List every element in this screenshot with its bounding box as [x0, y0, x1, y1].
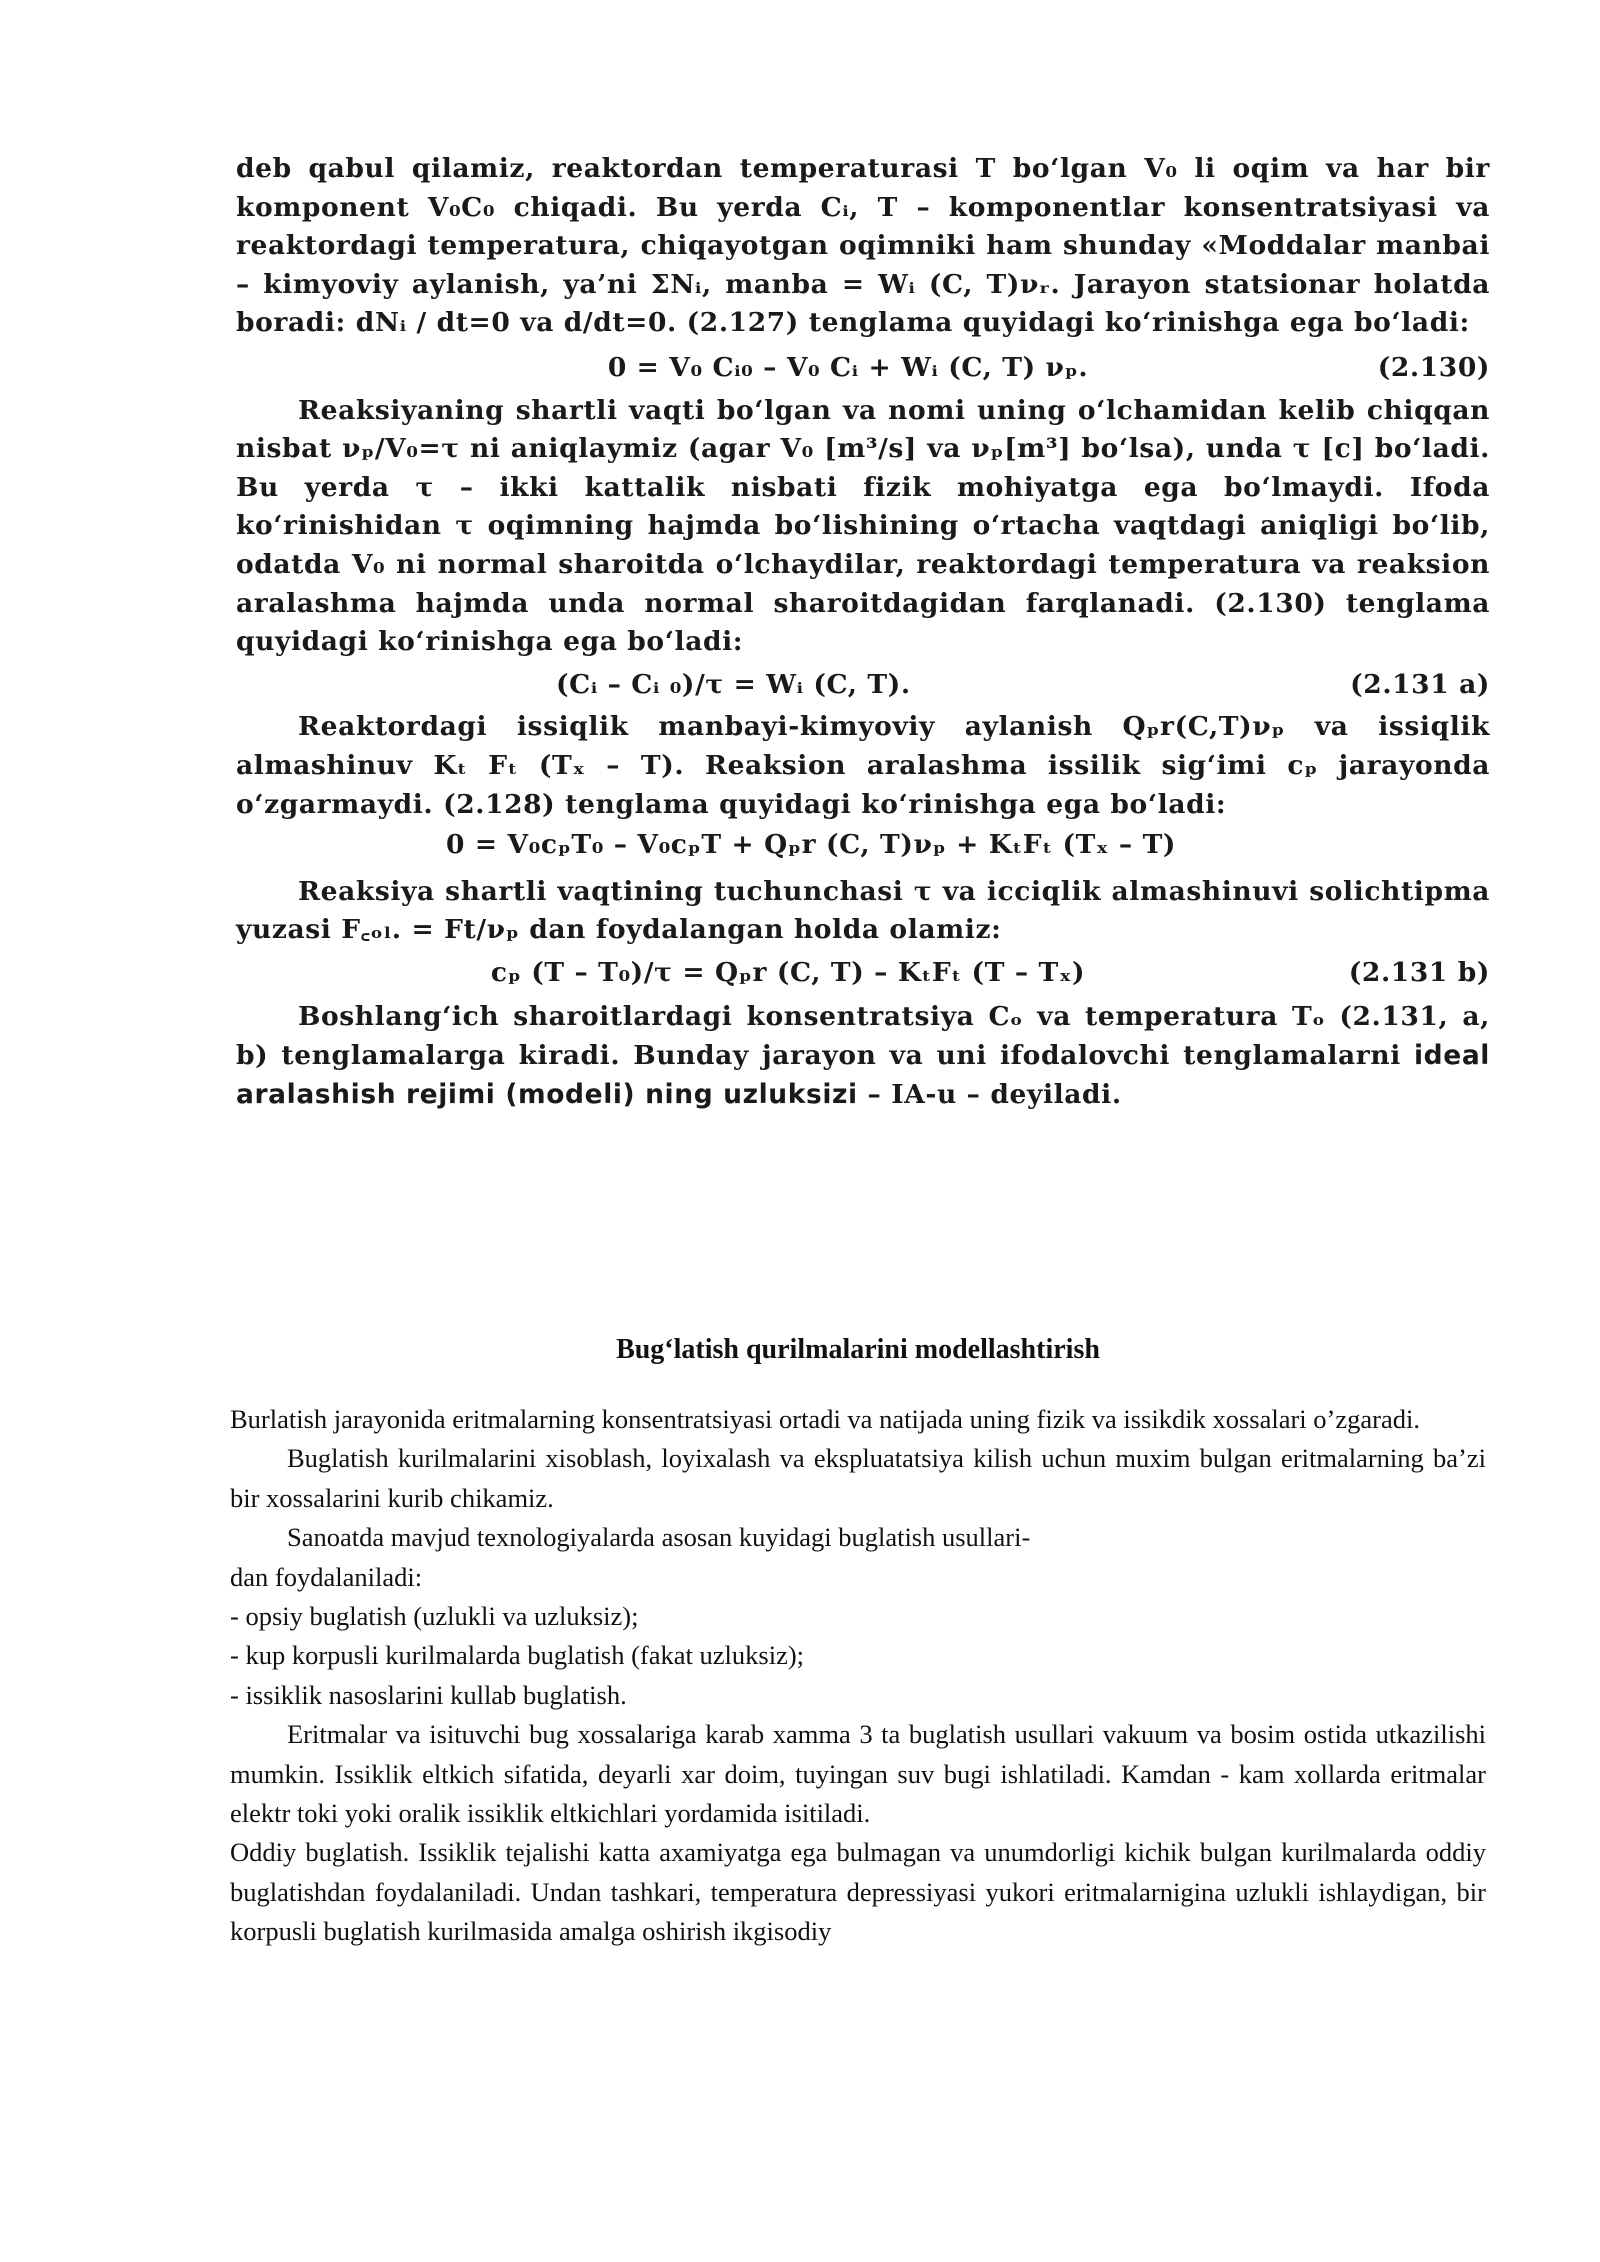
paragraph: dan foydalaniladi:	[230, 1561, 423, 1592]
equation-formula: 0 = V₀cₚT₀ – V₀cₚT + Qₚr (C, T)νₚ + KₜFₜ (Tₓ – T)	[446, 829, 1177, 861]
scanned-textbook-excerpt	[236, 150, 1490, 1114]
emphasized-term: ideal aralashish rejimi (modeli) ning uzluksizi	[236, 1040, 1490, 1110]
equation-number: (2.130)	[1377, 351, 1490, 383]
paragraph: Eritmalar va isituvchi bug xossalariga karab xamma 3 ta buglatish usullari vakuum va bosim ostida utkazilishi mumkin. Issiklik eltkich sifatida, deyarli xar doim, tuyingan suv bugi ishlatiladi. Kamdan - kam xollarda eritmalar elektr toki yoki oralik issiklik eltkichlari yordamida isitiladi.	[230, 1719, 1486, 1829]
scan-text: Boshlang‘ich sharoitlardagi konsentratsiya Cₒ va temperatura Tₒ (2.131, a, b) tenglamalarga kiradi. Bunday jarayon va uni ifodalovchi tenglamalarni	[236, 1001, 1490, 1072]
scan-paragraph: Reaktordagi issiqlik manbayi-kimyoviy aylanish Qₚr(C,T)νₚ va issiqlik almashinuv Kₜ Fₜ (Tₓ – T). Reaksion aralashma issilik sig‘imi cₚ jarayonda o‘zgarmaydi. (2.128) tenglama quyidagi ko‘rinishga ega bo‘ladi:	[236, 711, 1490, 820]
equation-2-131b	[236, 954, 1490, 993]
equation-2-128-form	[236, 826, 1490, 865]
scan-paragraph: Reaksiyaning shartli vaqti bo‘lgan va nomi uning o‘lchamidan kelib chiqqan nisbat νₚ/V₀=τ ni aniqlaymiz (agar V₀ [m³/s] va νₚ[m³] bo‘lsa), unda τ [c] bo‘ladi. Bu yerda τ – ikki kattalik nisbati fizik mohiyatga ega bo‘lmaydi. Ifoda ko‘rinishidan τ oqimning hajmda bo‘lishining o‘rtacha vaqtdagi aniqligi bo‘lib, odatda V₀ ni normal sharoitda o‘lchaydilar, reaktordagi temperatura va reaksion aralashma hajmda unda normal sharoitdagidan farqlanadi. (2.130) tenglama quyidagi ko‘rinishga ega bo‘ladi:	[236, 394, 1490, 658]
equation-formula: cₚ (T – T₀)/τ = Qₚr (C, T) – KₜFₜ (T – Tₓ)	[490, 956, 1086, 988]
equation-formula: 0 = V₀ Cᵢ₀ – V₀ Cᵢ + Wᵢ (C, T) νₚ.	[607, 351, 1089, 383]
equation-formula: (Cᵢ – Cᵢ ₀)/τ = Wᵢ (C, T).	[556, 668, 911, 700]
paragraph: Oddiy buglatish. Issiklik tejalishi katta axamiyatga ega bulmagan va unumdorligi kichik bulgan kurilmalarda oddiy buglatishdan foydalaniladi. Undan tashkari, temperatura depressiyasi yukori eritmalarnigina uzlukli ishlaydigan, bir korpusli buglatish kurilmasida amalga oshirish ikgisodiy	[230, 1837, 1486, 1947]
equation-number: (2.131 a)	[1350, 668, 1490, 700]
list-item: - opsiy buglatish (uzlukli va uzluksiz);	[230, 1601, 639, 1632]
scan-paragraph: Reaksiya shartli vaqtining tuchunchasi τ va icciqlik almashinuvi solichtipma yuzasi F꜀ₒₗ. = Ft/νₚ dan foydalangan holda olamiz:	[236, 875, 1490, 946]
paragraph: Buglatish kurilmalarini xisoblash, loyixalash va ekspluatatsiya kilish uchun muxim bulgan eritmalarning ba’zi bir xossalarini kurib chikamiz.	[230, 1443, 1486, 1513]
scan-text: – IA-u – deyiladi.	[857, 1078, 1122, 1110]
equation-2-131a	[236, 666, 1490, 705]
scan-paragraph	[236, 998, 1490, 1114]
equation-number: (2.131 b)	[1348, 956, 1490, 988]
paragraph: Sanoatda mavjud texnologiyalarda asosan kuyidagi buglatish usullari-	[287, 1522, 1031, 1553]
scan-paragraph: deb qabul qilamiz, reaktordan temperaturasi T bo‘lgan V₀ li oqim va har bir komponent V₀C₀ chiqadi. Bu yerda Cᵢ, T – komponentlar konsentratsiyasi va reaktordagi temperatura, chiqayotgan oqimniki ham shunday «Moddalar manbai – kimyoviy aylanish, ya’ni ΣNᵢ, manba = Wᵢ (C, T)νᵣ. Jarayon statsionar holatda boradi: dNᵢ / dt=0 va d/dt=0. (2.127) tenglama quyidagi ko‘rinishga ega bo‘ladi:	[236, 153, 1490, 339]
section-title: Bug‘latish qurilmalarini modellashtirish	[616, 1334, 1100, 1365]
paragraph: Burlatish jarayonida eritmalarning konsentratsiyasi ortadi va natijada uning fizik va issikdik xossalari o’zgaradi.	[230, 1404, 1420, 1434]
typed-section	[230, 1330, 1486, 1952]
equation-2-130	[236, 349, 1490, 388]
list-item: - kup korpusli kurilmalarda buglatish (fakat uzluksiz);	[230, 1640, 805, 1671]
list-item: - issiklik nasoslarini kullab buglatish.	[230, 1679, 627, 1710]
